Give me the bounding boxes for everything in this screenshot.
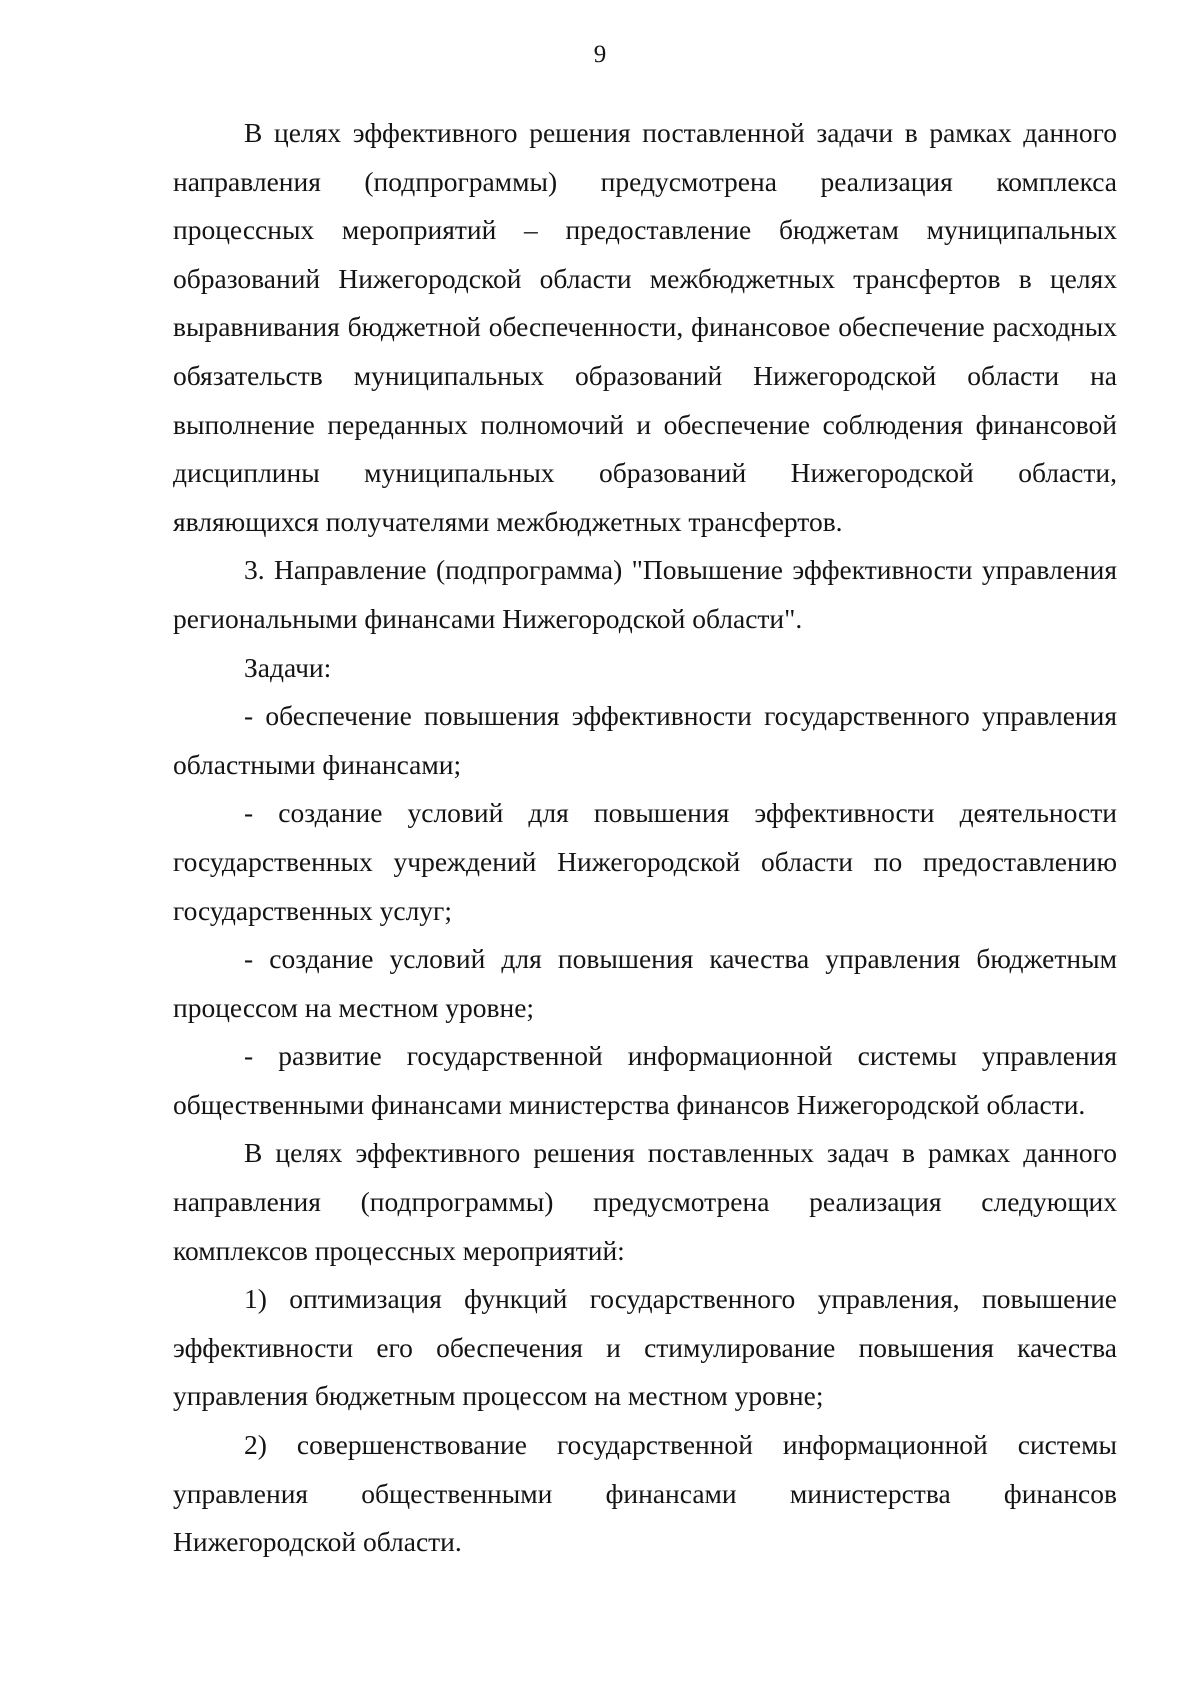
list-item-task-3: - создание условий для повышения качества управления бюджетным процессом на местном уровне;: [173, 943, 1117, 1023]
document-body: [173, 109, 1117, 1567]
list-item-task-2: - создание условий для повышения эффективности деятельности государственных учреждений Нижегородской области по предоставлению государственных услуг;: [173, 797, 1117, 926]
list-item-task-4: - развитие государственной информационной системы управления общественными финансами министерства финансов Нижегородской области.: [173, 1040, 1117, 1120]
list-item-measure-2: 2) совершенствование государственной информационной системы управления общественными финансами министерства финансов Нижегородской области.: [173, 1429, 1117, 1558]
paragraph-process-measures: В целях эффективного решения поставленных задач в рамках данного направления (подпрограммы) предусмотрена реализация следующих комплексов процессных мероприятий:: [173, 1137, 1117, 1266]
page-number: 9: [593, 41, 607, 68]
paragraph-subprogram-3-heading: 3. Направление (подпрограмма) "Повышение эффективности управления региональными финансами Нижегородской области".: [173, 554, 1117, 634]
list-item-task-1: - обеспечение повышения эффективности государственного управления областными финансами;: [173, 700, 1117, 780]
list-item-measure-1: 1) оптимизация функций государственного управления, повышение эффективности его обеспечения и стимулирование повышения качества управления бюджетным процессом на местном уровне;: [173, 1283, 1117, 1412]
paragraph-tasks-label: Задачи:: [244, 651, 332, 683]
paragraph-budget-transfers: В целях эффективного решения поставленной задачи в рамках данного направления (подпрограммы) предусмотрена реализация комплекса процессных мероприятий – предоставление бюджетам муниципальных образований Нижегородской области межбюджетных трансфертов в целях выравнивания бюджетной обеспеченности, финансовое обеспечение расходных обязательств муниципальных образований Нижегородской области на выполнение переданных полномочий и обеспечение соблюдения финансовой дисциплины муниципальных образований Нижегородской области, являющихся получателями межбюджетных трансфертов.: [173, 117, 1117, 537]
